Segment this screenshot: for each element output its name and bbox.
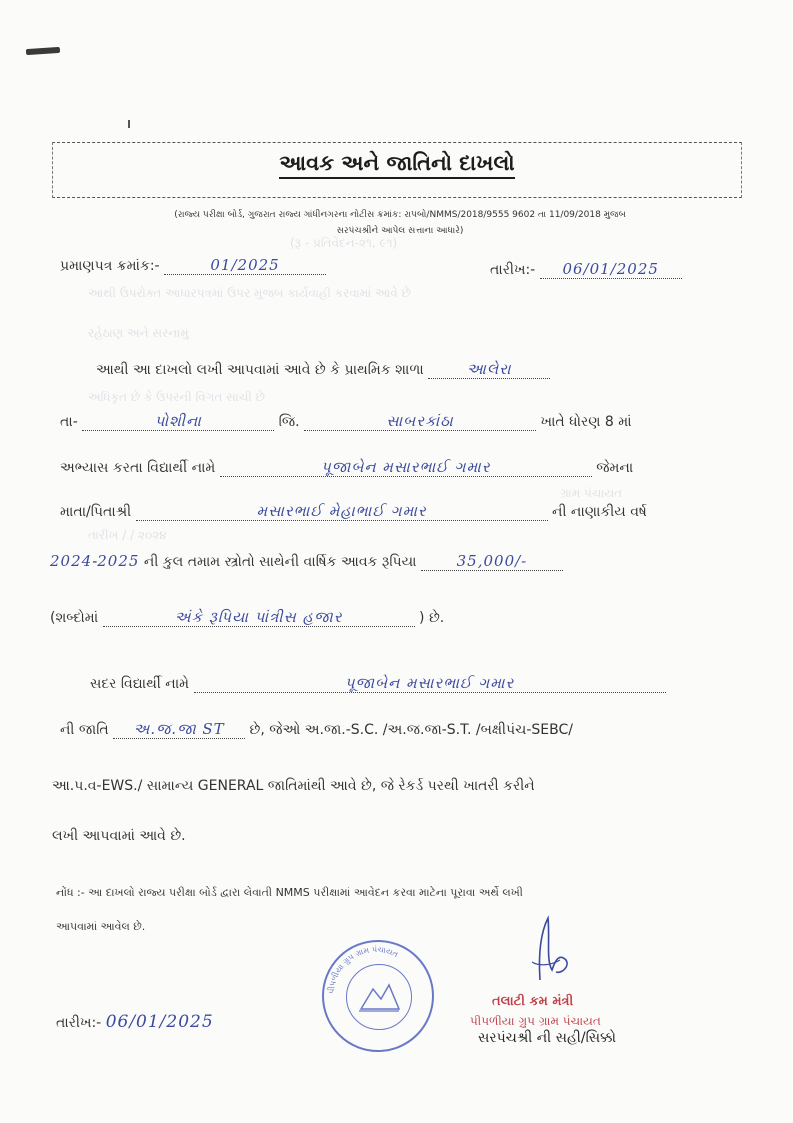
intro-text: આથી આ દાખલો લખી આપવામાં આવે છે કે પ્રાથમિક શાળા — [96, 362, 424, 378]
staple-mark — [26, 47, 60, 55]
footer-date-label: તારીખ:- — [56, 1015, 102, 1031]
tick-mark — [128, 120, 130, 128]
bleed-through-text: ગ્રામ પંચાયત — [560, 486, 623, 500]
emblem-icon — [347, 965, 411, 1029]
words-end: ) છે. — [419, 610, 445, 626]
income-words-row — [50, 608, 444, 627]
svg-text:પીપળીયા ગ્રુપ ગ્રામ પંચાયત: પીપળીયા ગ્રુપ ગ્રામ પંચાયત — [326, 944, 400, 995]
caste-options-row-2: આ.પ.વ-EWS./ સામાન્ય GENERAL જાતિમાંથી આવે છે, જે રેકર્ડ પરથી ખાતરી કરીને — [52, 778, 535, 794]
note-line-1: નોંધ :- આ દાખલો રાજ્ય પરીક્ષા બોર્ડ દ્વારા લેવાતી NMMS પરીક્ષામાં આવેદન કરવા માટેના પૂરાવા અર્થે લખી — [56, 886, 523, 899]
certificate-date-label: તારીખ:- — [490, 262, 536, 278]
taluka-value: પોશીના — [82, 412, 274, 431]
caste-value: અ.જ.જા ST — [113, 720, 245, 739]
signatory-bottom: સરપંચશ્રી ની સહી/સિક્કો — [478, 1030, 616, 1046]
certificate-number-row — [60, 256, 326, 275]
subnote-line-1: (રાજ્ય પરીક્ષા બોર્ડ, ગુજરાત રાજ્ય ગાંધીનગરના નોટીસ ક્રમાંક: રાપબો/NMMS/2018/9555 9602 તા 11/09/2018 મુજબ — [174, 210, 626, 220]
parent-name: મસારભાઈ મેહાભાઈ ગમાર — [136, 502, 548, 521]
caste-label: ની જાતિ — [60, 722, 109, 738]
student-name-2: પૂજાબેન મસારભાઈ ગમાર — [194, 674, 666, 693]
certificate-number-label: પ્રમાણપત્ર ક્રમાંક:- — [60, 258, 160, 274]
year-start: 2024 — [50, 552, 93, 570]
signature-icon — [490, 910, 600, 990]
student-intro: અભ્યાસ કરતા વિદ્યાર્થી નામે — [60, 460, 216, 476]
panchayat-stamp — [322, 940, 434, 1052]
caste-options: છે, જેઓ અ.જા.-S.C. /અ.જ.જા-S.T. /બક્ષીપંચ-SEBC/ — [249, 722, 573, 738]
parent-row — [60, 502, 647, 521]
standard-text: ખાતે ધોરણ 8 માં — [540, 414, 632, 430]
student-name: પૂજાબેન મસારભાઈ ગમાર — [220, 458, 592, 477]
document-title: આવક અને જાતિનો દાખલો — [53, 151, 741, 176]
stamp-emblem — [346, 964, 412, 1030]
bleed-through-text: આથી ઉપરોક્ત આધારપત્રમાં ઉપર મુજબ કાર્યવાહી કરવામાં આવે છે — [88, 286, 411, 300]
student-row-2 — [90, 674, 666, 693]
bleed-through-text: (રૂ - પ્રતિવેદન-૨૧, ૯૧) — [290, 236, 398, 250]
certificate-date: 06/01/2025 — [540, 260, 682, 279]
signature — [490, 910, 600, 990]
school-row — [96, 360, 550, 379]
title-box — [52, 142, 742, 198]
income-text: ની કુલ તમામ સ્ત્રોતો સાથેની વાર્ષિક આવક રૂપિયા — [143, 554, 417, 570]
district-label: જિ. — [278, 414, 300, 430]
subnote-line-2: સરપંચશ્રીને આપેલ સત્તાના આધારે) — [336, 226, 464, 236]
parent-label: માતા/પિતાશ્રી — [60, 504, 132, 520]
caste-options-row-3: લખી આપવામાં આવે છે. — [52, 828, 186, 844]
income-amount: 35,000/- — [421, 552, 563, 571]
footer-date: 06/01/2025 — [105, 1012, 214, 1032]
fiscal-text: ની નાણાકીય વર્ષ — [552, 504, 647, 520]
income-row: 2024-2025 ની કુલ તમામ સ્ત્રોતો સાથેની વાર્ષિક આવક રૂપિયા 35,000/- — [50, 552, 563, 571]
location-row — [60, 412, 632, 431]
note-line-2: આપવામાં આવેલ છે. — [56, 920, 146, 933]
caste-row — [60, 720, 573, 739]
bleed-through-text: તારીખ / / ૨૦૨૪ — [88, 528, 167, 542]
bleed-through-text: રહેઠાણ અને સરનામું — [88, 326, 189, 340]
certificate-number: 01/2025 — [164, 256, 326, 275]
student-suffix: જેમના — [596, 460, 634, 476]
district-value: સાબરકાંઠા — [304, 412, 536, 431]
year-end: 2025 — [97, 552, 140, 570]
bleed-through-text: અધિકૃત છે કે ઉપરની વિગત સાચી છે — [88, 390, 265, 404]
words-label: (શબ્દોમાં — [50, 610, 99, 626]
student-row — [60, 458, 633, 477]
signatory-title: તલાટી કમ મંત્રી — [492, 994, 574, 1009]
taluka-label: તા- — [60, 414, 78, 430]
school-name: આલેરા — [428, 360, 550, 379]
certificate-date-row — [490, 260, 682, 279]
student-intro-2: સદર વિદ્યાર્થી નામે — [90, 676, 190, 692]
signatory-office: પીપળીયા ગ્રુપ ગ્રામ પંચાયત — [470, 1014, 601, 1028]
income-words: અંકે રૂપિયા પાંત્રીસ હજાર — [103, 608, 415, 627]
footer-date-row — [56, 1012, 214, 1032]
